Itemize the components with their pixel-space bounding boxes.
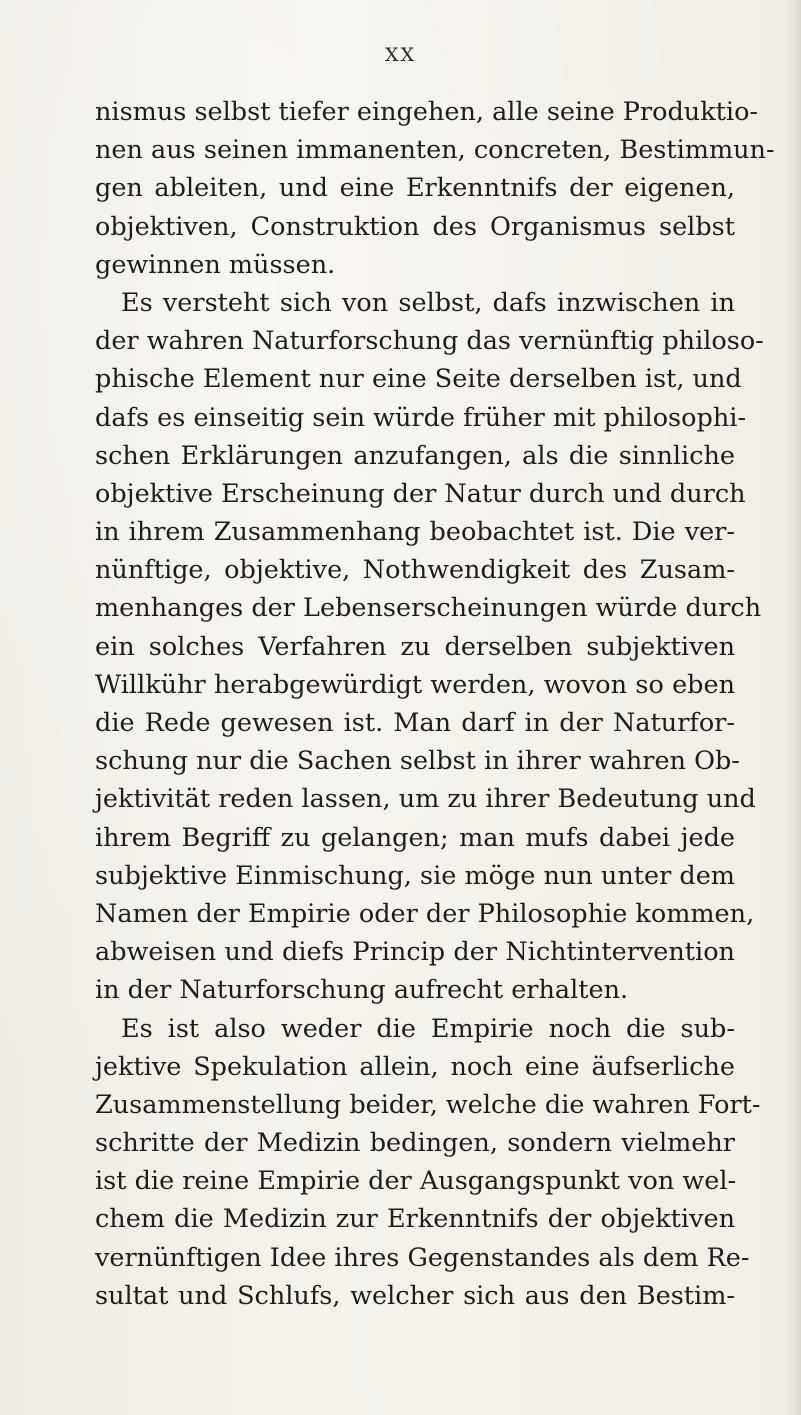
text-line-6: Es versteht sich von selbst, dafs inzwischen in	[121, 287, 735, 318]
body-text	[95, 93, 775, 1315]
text-line-23: abweisen und diefs Princip der Nichtintervention	[95, 937, 735, 968]
text-line-28: schritte der Medizin bedingen, sondern vielmehr	[95, 1128, 735, 1159]
text-line-19: jektivität reden lassen, um zu ihrer Bedeutung und	[95, 784, 756, 815]
text-line-22: Namen der Empirie oder der Philosophie kommen,	[95, 898, 755, 929]
text-line-1: nismus selbst tiefer eingehen, alle seine Produktio-	[95, 97, 759, 127]
text-line-17: die Rede gewesen ist. Man darf in der Naturfor-	[95, 708, 735, 738]
text-line-24: in der Naturforschung aufrecht erhalten.	[95, 975, 629, 1006]
text-line-15: ein solches Verfahren zu derselben subjektiven	[95, 631, 735, 662]
text-line-27: Zusammenstellung beider, welche die wahren Fort-	[95, 1089, 761, 1120]
text-line-3: gen ableiten, und eine Erkenntnifs der eigenen,	[95, 173, 735, 204]
text-line-8: phische Element nur eine Seite derselben ist, und	[95, 364, 742, 395]
text-line-25: Es ist also weder die Empirie noch die sub-	[121, 1013, 735, 1044]
text-line-14: menhanges der Lebenserscheinungen würde durch	[95, 593, 762, 624]
text-line-18: schung nur die Sachen selbst in ihrer wahren Ob-	[95, 746, 740, 777]
text-line-32: sultat und Schlufs, welcher sich aus den Bestim-	[95, 1280, 735, 1311]
page-edge-shadow	[787, 0, 801, 1415]
text-line-29: ist die reine Empirie der Ausgangspunkt von wel-	[95, 1166, 737, 1197]
text-line-4: objektiven, Construktion des Organismus selbst	[95, 211, 735, 242]
text-line-31: vernünftigen Idee ihres Gegenstandes als dem Re-	[95, 1242, 750, 1273]
text-line-9: dafs es einseitig sein würde früher mit philosophi-	[95, 402, 747, 433]
text-line-12: in ihrem Zusammenhang beobachtet ist. Die ver-	[95, 517, 735, 548]
text-line-7: der wahren Naturforschung das vernünftig philoso-	[95, 326, 764, 357]
page-number: XX	[384, 44, 417, 66]
text-line-13: nünftige, objektive, Nothwendigkeit des Zusam-	[95, 555, 735, 586]
text-line-10: schen Erklärungen anzufangen, als die sinnliche	[95, 440, 735, 471]
text-line-20: ihrem Begriff zu gelangen; man mufs dabei jede	[95, 822, 735, 853]
text-line-26: jektive Spekulation allein, noch eine äufserliche	[95, 1051, 735, 1082]
text-line-16: Willkühr herabgewürdigt werden, wovon so eben	[95, 669, 735, 700]
text-line-2: nen aus seinen immanenten, concreten, Bestimmun-	[95, 135, 775, 166]
text-line-30: chem die Medizin zur Erkenntnifs der objektiven	[95, 1204, 735, 1235]
text-line-11: objektive Erscheinung der Natur durch und durch	[95, 478, 746, 509]
text-line-21: subjektive Einmischung, sie möge nun unter dem	[95, 860, 735, 891]
text-line-5: gewinnen müssen.	[95, 249, 336, 280]
